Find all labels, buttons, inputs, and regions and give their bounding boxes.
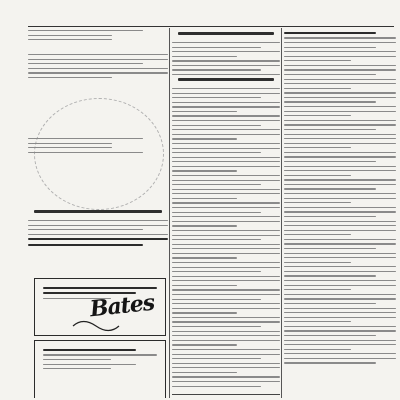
brand-logo: Bates — [88, 289, 156, 323]
decorative-emblem — [71, 317, 121, 335]
advertisement-box — [34, 278, 166, 336]
masthead-line — [28, 14, 394, 24]
article-lines — [172, 88, 280, 390]
notice-footer-lines — [28, 138, 168, 156]
column-end-rule — [172, 394, 280, 395]
section-heading — [178, 78, 274, 81]
column-heading — [178, 32, 274, 35]
column-divider — [281, 28, 282, 398]
right-column — [284, 28, 396, 398]
notice-header-lines — [28, 30, 168, 44]
notice-body-lines — [28, 54, 168, 81]
masthead-rule — [28, 26, 394, 27]
article-lines — [172, 42, 280, 79]
ad-text-lines — [43, 349, 157, 373]
article-lines — [28, 220, 168, 249]
advertisement-box — [34, 340, 166, 398]
article-lines — [284, 32, 396, 367]
section-heading — [34, 210, 162, 213]
middle-column — [172, 28, 280, 398]
left-column — [28, 28, 168, 398]
column-divider — [169, 28, 170, 398]
